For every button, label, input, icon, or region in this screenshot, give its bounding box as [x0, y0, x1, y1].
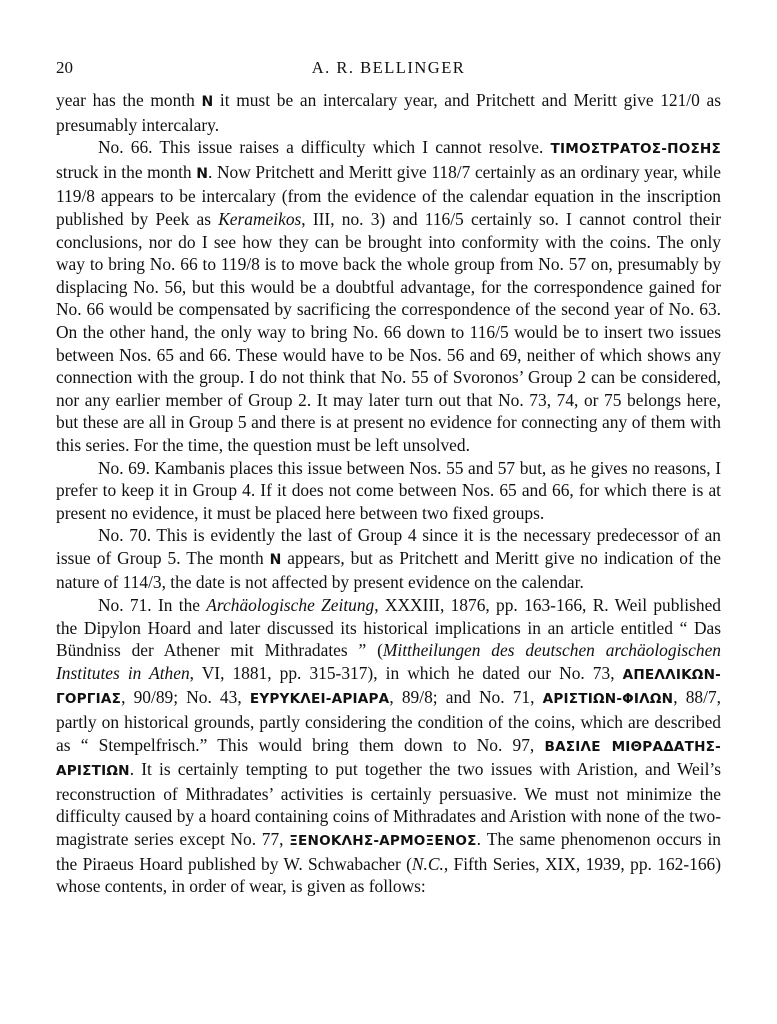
month-letter: N — [196, 165, 208, 182]
text-run: , VI, 1881, pp. 315-317), in which he dated our No. 73, — [189, 662, 623, 683]
text-run: . Now Pritchett and Meritt give 118/7 certainly as an ordinary year, while 119/8 appears to be intercalary (from the evidence of the calendar equation in the inscription published by Peek as — [56, 161, 721, 229]
text-run: , 90/89; No. 43, — [121, 687, 250, 708]
paragraph-no-69 — [56, 457, 721, 525]
paragraph-no-66 — [56, 136, 721, 456]
greek-legend: ΑΠΕΛΛΙΚΩΝ-ΓΟΡΓΙΑΣ — [56, 666, 721, 708]
greek-legend: ΕΥΡΥΚΛΕΙ-ΑΡΙΑΡΑ — [249, 691, 390, 708]
greek-legend: ΤΙΜΟΣΤΡΑΤΟΣ-ΠΟΣΗΣ — [550, 141, 721, 158]
greek-legend: ΒΑΣΙΛΕ ΜΙΘΡΑΔΑΤΗΣ-ΑΡΙΣΤΙΩΝ — [56, 738, 722, 780]
paragraph-no-71 — [56, 594, 721, 898]
text-run: . It is certainly tempting to put together the two issues with Aristion, and Weil’s reconstruction of Mithradates’ activities is certainly persuasive. We must not minimize the difficulty caused by a hoard containing coins of Mithradates and Aristion with none of the two-magistrate series except No. 77, — [56, 759, 721, 849]
text-run: , 88/7, partly on historical grounds, partly considering the condition of the coins, which are described as “ Stempelfrisch.” This would bring them down to No. 97, — [56, 687, 721, 755]
text-run: appears, but as Pritchett and Meritt give no indication of the nature of 114/3, the date is not affected by present evidence on the calendar. — [56, 547, 721, 593]
greek-legend: ΞΕΝΟΚΛΗΣ-ΑΡΜΟΞΕΝΟΣ — [289, 833, 477, 849]
paragraph-no-70 — [56, 524, 721, 594]
text-run: No. 70. This is evidently the last of Group 4 since it is the necessary predecessor of an issue of Group 5. The month — [56, 525, 721, 568]
text-run: , Fifth Series, XIX, 1939, pp. 162-166) whose contents, in order of wear, is given as follows: — [56, 853, 721, 897]
text-run: No. 66. This issue raises a difficulty which I cannot resolve. — [98, 137, 551, 158]
text-run: No. 71. In the — [98, 595, 207, 616]
text-run: , 89/8; and No. 71, — [389, 687, 543, 708]
italic-title: Archäologische Zeitung — [206, 595, 375, 616]
italic-title: Kerameikos — [218, 208, 302, 229]
text-run: struck in the month — [56, 161, 197, 182]
month-letter: N — [201, 94, 214, 110]
paragraph-continuation — [56, 89, 721, 136]
text-run: it must be an intercalary year, and Pritchett and Meritt give 121/0 as presumably intercalary. — [56, 90, 722, 135]
text-run: , III, no. 3) and 116/5 certainly so. I cannot control their conclusions, nor do I see how they can be brought into conformity with the coins. The only way to bring No. 66 to 119/8 is to move back the whole group from No. 57 on, presumably by displacing No. 56, but this would be a doubtful advantage, for the correspondence gained for No. 66 would be compensated by sacrificing the correspondence of the second year of No. 63. On the other hand, the only way to bring No. 66 down to 116/5 would be to insert two issues between Nos. 65 and 66. These would have to be Nos. 56 and 69, neither of which shows any connection with the group. I do not think that No. 55 of Svoronos’ Group 2 can be considered, nor any earlier member of Group 2. It may later turn out that No. 73, 74, or 75 belongs here, but these are all in Group 5 and there is at present no evidence for connecting any of them with this series. For the time, the question must be left unsolved. — [56, 208, 721, 455]
text-run: , XXXIII, 1876, pp. 163-166, R. Weil published the Dipylon Hoard and later discussed its historical implications in an article entitled “ Das Bündniss der Athener mit Mithradates ” ( — [56, 595, 721, 661]
italic-title: Mittheilungen des deutschen archäologischen Institutes in Athen — [56, 640, 721, 683]
text-run: No. 69. Kambanis places this issue between Nos. 55 and 57 but, as he gives no reasons, I prefer to keep it in Group 4. If it does not come between Nos. 65 and 66, for which there is at present no evidence, it must be placed here between two fixed groups. — [56, 457, 721, 523]
italic-title: N.C. — [411, 853, 444, 874]
month-letter: N — [269, 551, 282, 568]
page-number: 20 — [56, 58, 73, 77]
greek-legend: ΑΡΙΣΤΙΩΝ-ΦΙΛΩΝ — [542, 691, 674, 708]
text-run: . The same phenomenon occurs in the Piraeus Hoard published by W. Schwabacher ( — [56, 829, 721, 874]
text-run: year has the month — [56, 90, 202, 110]
running-head: A. R. BELLINGER — [311, 58, 466, 77]
body-text — [56, 89, 721, 898]
page-header — [56, 58, 721, 82]
